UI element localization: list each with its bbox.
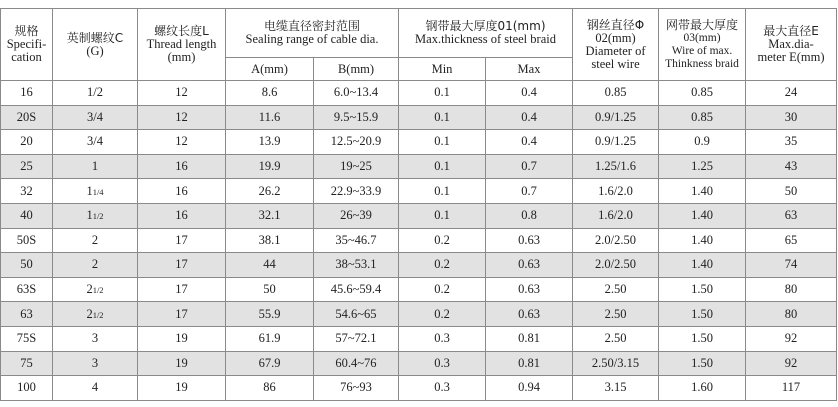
cell-max-diameter: 80 xyxy=(746,302,837,327)
cell-braid-max: 0.8 xyxy=(486,203,573,228)
thread-size: 2 xyxy=(86,282,93,297)
header-spec-en1: Specifi- xyxy=(6,37,47,51)
cell-spec: 40 xyxy=(1,203,53,228)
cell-max-diameter: 117 xyxy=(746,376,837,401)
cell-braid-min: 0.2 xyxy=(399,302,486,327)
cell-length: 17 xyxy=(138,302,226,327)
cell-sealing-a: 61.9 xyxy=(226,326,314,351)
cell-spec: 16 xyxy=(1,81,53,106)
cell-sealing-a: 50 xyxy=(226,277,314,302)
cell-braid-min: 0.1 xyxy=(399,105,486,130)
cell-spec: 20S xyxy=(1,105,53,130)
cell-net-thickness: 1.50 xyxy=(659,351,746,376)
cell-sealing-b: 9.5~15.9 xyxy=(314,105,399,130)
table-row xyxy=(1,154,837,179)
header-net-en1: 03(mm) xyxy=(683,31,721,44)
thread-size: 1/2 xyxy=(87,85,103,100)
cell-sealing-b: 57~72.1 xyxy=(314,326,399,351)
cell-thread xyxy=(53,351,138,376)
cell-net-thickness: 1.25 xyxy=(659,154,746,179)
thread-fraction: 1/2 xyxy=(92,309,104,320)
cell-sealing-b: 12.5~20.9 xyxy=(314,130,399,155)
cell-sealing-a: 44 xyxy=(226,253,314,278)
cell-sealing-b: 35~46.7 xyxy=(314,228,399,253)
table-row xyxy=(1,203,837,228)
cell-braid-max: 0.81 xyxy=(486,351,573,376)
cell-sealing-b: 45.6~59.4 xyxy=(314,277,399,302)
cell-max-diameter: 43 xyxy=(746,154,837,179)
cell-spec: 50 xyxy=(1,253,53,278)
cell-wire-diameter: 2.50 xyxy=(573,326,659,351)
cell-sealing-a: 13.9 xyxy=(226,130,314,155)
cell-spec: 63 xyxy=(1,302,53,327)
cell-spec: 25 xyxy=(1,154,53,179)
cell-thread xyxy=(53,302,138,327)
cell-sealing-a: 8.6 xyxy=(226,81,314,106)
header-maxdia-en1: Max.dia- xyxy=(768,37,814,51)
table-row xyxy=(1,253,837,278)
cable-gland-spec-table xyxy=(0,8,837,401)
table-row xyxy=(1,105,837,130)
thread-size: 3/4 xyxy=(87,109,103,124)
cell-length: 17 xyxy=(138,277,226,302)
header-max-diameter xyxy=(746,9,837,81)
cell-sealing-a: 38.1 xyxy=(226,228,314,253)
cell-net-thickness: 1.40 xyxy=(659,203,746,228)
header-spec-zh: 规格 xyxy=(14,24,39,38)
header-net-braid xyxy=(659,9,746,81)
cell-length: 16 xyxy=(138,154,226,179)
header-length-en1: Thread length xyxy=(146,37,217,51)
cell-length: 12 xyxy=(138,81,226,106)
cell-wire-diameter: 2.0/2.50 xyxy=(573,228,659,253)
table-row xyxy=(1,81,837,106)
cell-max-diameter: 80 xyxy=(746,277,837,302)
header-steel-braid xyxy=(399,9,573,58)
cell-braid-max: 0.4 xyxy=(486,130,573,155)
cell-length: 19 xyxy=(138,326,226,351)
header-net-en3: Thinkness braid xyxy=(665,57,739,70)
table-row xyxy=(1,277,837,302)
thread-size: 2 xyxy=(91,232,99,247)
cell-thread xyxy=(53,277,138,302)
header-spec-en2: cation xyxy=(11,50,42,64)
cell-braid-min: 0.1 xyxy=(399,130,486,155)
cell-net-thickness: 0.85 xyxy=(659,105,746,130)
header-maxdia-zh: 最大直径E xyxy=(763,24,819,38)
table-row xyxy=(1,302,837,327)
cell-spec: 100 xyxy=(1,376,53,401)
header-wire-en3: steel wire xyxy=(591,56,640,71)
subheader-b: B(mm) xyxy=(314,58,399,81)
cell-wire-diameter: 0.85 xyxy=(573,81,659,106)
cell-max-diameter: 50 xyxy=(746,179,837,204)
cell-length: 19 xyxy=(138,351,226,376)
cell-thread xyxy=(53,105,138,130)
cell-sealing-a: 19.9 xyxy=(226,154,314,179)
header-net-zh: 网带最大厚度 xyxy=(665,17,738,32)
table-row xyxy=(1,376,837,401)
cell-length: 17 xyxy=(138,253,226,278)
cell-max-diameter: 92 xyxy=(746,351,837,376)
cell-braid-max: 0.4 xyxy=(486,81,573,106)
cell-braid-min: 0.1 xyxy=(399,81,486,106)
thread-size: 1 xyxy=(86,208,93,223)
cell-braid-max: 0.63 xyxy=(486,302,573,327)
cell-length: 17 xyxy=(138,228,226,253)
cell-braid-max: 0.94 xyxy=(486,376,573,401)
cell-spec: 63S xyxy=(1,277,53,302)
cell-wire-diameter: 2.0/2.50 xyxy=(573,253,659,278)
thread-fraction: 1/2 xyxy=(92,285,104,296)
table-row xyxy=(1,326,837,351)
cell-max-diameter: 74 xyxy=(746,253,837,278)
header-wire-zh: 钢丝直径Φ xyxy=(586,17,645,32)
cell-thread xyxy=(53,179,138,204)
cell-braid-min: 0.3 xyxy=(399,351,486,376)
header-thread-en: (G) xyxy=(86,43,104,58)
cell-spec: 20 xyxy=(1,130,53,155)
thread-size: 3 xyxy=(91,331,99,346)
cell-wire-diameter: 0.9/1.25 xyxy=(573,130,659,155)
cell-wire-diameter: 1.6/2.0 xyxy=(573,203,659,228)
cell-net-thickness: 1.50 xyxy=(659,302,746,327)
cell-thread xyxy=(53,376,138,401)
table-row xyxy=(1,351,837,376)
cell-wire-diameter: 0.9/1.25 xyxy=(573,105,659,130)
table-row xyxy=(1,179,837,204)
cell-sealing-b: 38~53.1 xyxy=(314,253,399,278)
cell-sealing-a: 55.9 xyxy=(226,302,314,327)
cell-sealing-b: 76~93 xyxy=(314,376,399,401)
header-thread-length xyxy=(138,9,226,81)
cell-net-thickness: 0.9 xyxy=(659,130,746,155)
header-length-en2: (mm) xyxy=(167,50,196,64)
header-sealing-en: Sealing range of cable dia. xyxy=(245,32,379,46)
cell-braid-min: 0.2 xyxy=(399,253,486,278)
cell-net-thickness: 1.60 xyxy=(659,376,746,401)
header-wire-en1: 02(mm) xyxy=(595,30,636,45)
thread-size: 2 xyxy=(86,306,93,321)
cell-braid-max: 0.7 xyxy=(486,179,573,204)
thread-size: 2 xyxy=(91,257,99,272)
cell-max-diameter: 65 xyxy=(746,228,837,253)
cell-max-diameter: 35 xyxy=(746,130,837,155)
table-row xyxy=(1,130,837,155)
cell-max-diameter: 30 xyxy=(746,105,837,130)
subheader-max: Max xyxy=(486,58,573,81)
cell-sealing-a: 67.9 xyxy=(226,351,314,376)
subheader-min: Min xyxy=(399,58,486,81)
header-sealing-zh: 电缆直径密封范围 xyxy=(263,19,360,33)
cell-net-thickness: 1.40 xyxy=(659,228,746,253)
cell-max-diameter: 24 xyxy=(746,81,837,106)
cell-sealing-b: 54.6~65 xyxy=(314,302,399,327)
cell-braid-min: 0.3 xyxy=(399,326,486,351)
header-net-en2: Wire of max. xyxy=(671,44,733,57)
cell-braid-min: 0.2 xyxy=(399,228,486,253)
cell-length: 16 xyxy=(138,179,226,204)
cell-braid-min: 0.2 xyxy=(399,277,486,302)
cell-sealing-b: 19~25 xyxy=(314,154,399,179)
cell-spec: 75 xyxy=(1,351,53,376)
cell-wire-diameter: 1.6/2.0 xyxy=(573,179,659,204)
cell-thread xyxy=(53,253,138,278)
cell-max-diameter: 63 xyxy=(746,203,837,228)
cell-sealing-b: 22.9~33.9 xyxy=(314,179,399,204)
cell-spec: 75S xyxy=(1,326,53,351)
cell-length: 12 xyxy=(138,105,226,130)
cell-sealing-b: 26~39 xyxy=(314,203,399,228)
cell-sealing-b: 6.0~13.4 xyxy=(314,81,399,106)
header-sealing-range xyxy=(226,9,399,58)
thread-size: 3 xyxy=(91,355,99,370)
cell-sealing-a: 32.1 xyxy=(226,203,314,228)
cell-braid-max: 0.81 xyxy=(486,326,573,351)
cell-braid-min: 0.1 xyxy=(399,179,486,204)
cell-net-thickness: 0.85 xyxy=(659,81,746,106)
cell-max-diameter: 92 xyxy=(746,326,837,351)
cell-net-thickness: 1.50 xyxy=(659,277,746,302)
cell-braid-min: 0.3 xyxy=(399,376,486,401)
header-specification xyxy=(1,9,53,81)
cell-braid-min: 0.1 xyxy=(399,154,486,179)
thread-size: 3/4 xyxy=(87,134,103,149)
cell-net-thickness: 1.40 xyxy=(659,179,746,204)
cell-thread xyxy=(53,228,138,253)
cell-net-thickness: 1.40 xyxy=(659,253,746,278)
header-maxdia-en2: meter E(mm) xyxy=(757,50,825,64)
cell-wire-diameter: 1.25/1.6 xyxy=(573,154,659,179)
cell-length: 16 xyxy=(138,203,226,228)
header-steel-wire xyxy=(573,9,659,81)
cell-length: 19 xyxy=(138,376,226,401)
cell-thread xyxy=(53,130,138,155)
cell-braid-max: 0.63 xyxy=(486,277,573,302)
header-thread-zh: 英制螺纹C xyxy=(66,30,124,45)
table-row xyxy=(1,228,837,253)
header-thread xyxy=(53,9,138,81)
cell-sealing-a: 26.2 xyxy=(226,179,314,204)
cell-sealing-b: 60.4~76 xyxy=(314,351,399,376)
header-length-zh: 螺纹长度L xyxy=(154,24,209,38)
cell-wire-diameter: 2.50 xyxy=(573,277,659,302)
cell-sealing-a: 11.6 xyxy=(226,105,314,130)
thread-fraction: 1/2 xyxy=(92,211,104,222)
cell-length: 12 xyxy=(138,130,226,155)
thread-size: 4 xyxy=(91,380,99,395)
thread-fraction: 1/4 xyxy=(92,186,104,197)
cell-net-thickness: 1.50 xyxy=(659,326,746,351)
cell-thread xyxy=(53,326,138,351)
cell-braid-max: 0.4 xyxy=(486,105,573,130)
cell-braid-min: 0.1 xyxy=(399,203,486,228)
thread-size: 1 xyxy=(91,159,99,174)
subheader-a: A(mm) xyxy=(226,58,314,81)
header-wire-en2: Diameter of xyxy=(585,43,646,58)
cell-thread xyxy=(53,81,138,106)
header-steel-braid-en: Max.thickness of steel braid xyxy=(415,32,556,46)
cell-wire-diameter: 2.50/3.15 xyxy=(573,351,659,376)
header-steel-braid-zh: 钢带最大厚度01(mm) xyxy=(425,19,546,33)
cell-spec: 50S xyxy=(1,228,53,253)
cell-thread xyxy=(53,203,138,228)
cell-thread xyxy=(53,154,138,179)
cell-spec: 32 xyxy=(1,179,53,204)
cell-braid-max: 0.7 xyxy=(486,154,573,179)
cell-braid-max: 0.63 xyxy=(486,228,573,253)
table-body xyxy=(1,81,837,401)
cell-sealing-a: 86 xyxy=(226,376,314,401)
cell-wire-diameter: 3.15 xyxy=(573,376,659,401)
table-header xyxy=(1,9,837,81)
cell-wire-diameter: 2.50 xyxy=(573,302,659,327)
cell-braid-max: 0.63 xyxy=(486,253,573,278)
thread-size: 1 xyxy=(86,183,93,198)
